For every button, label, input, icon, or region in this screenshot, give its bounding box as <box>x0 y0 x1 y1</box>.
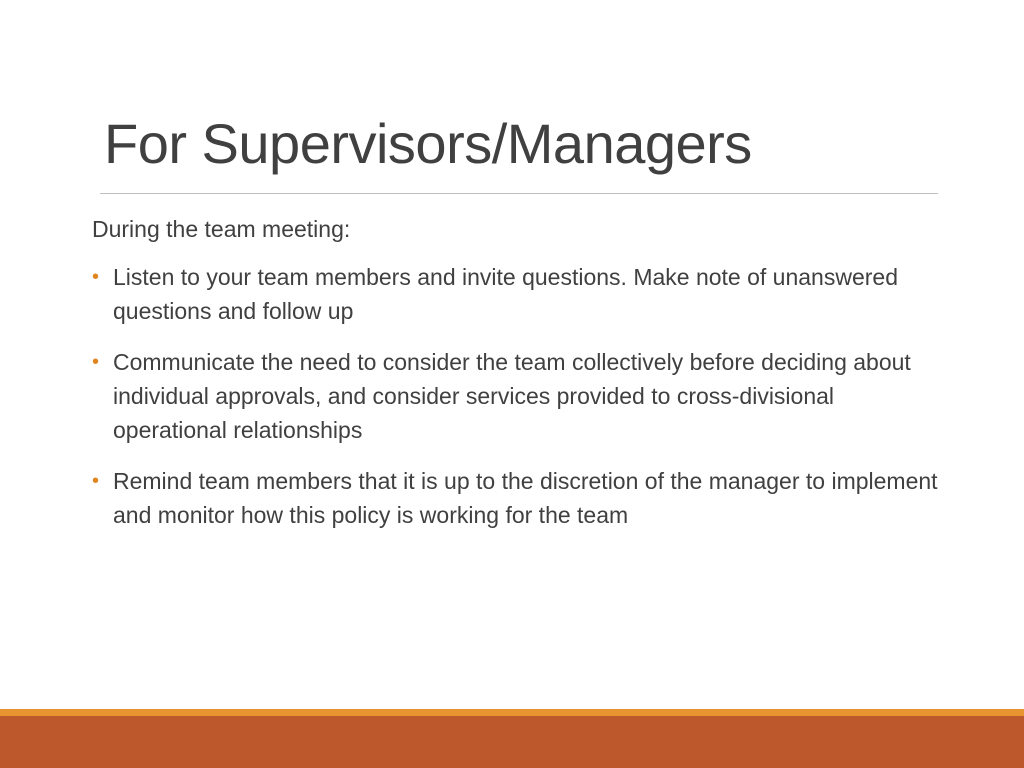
bullet-text: Listen to your team members and invite questions. Make note of unanswered questions and follow up <box>113 264 898 324</box>
slide-title: For Supervisors/Managers <box>104 112 752 175</box>
footer-band <box>0 716 1024 768</box>
footer-accent-stripe <box>0 709 1024 716</box>
bullet-icon: • <box>92 266 100 288</box>
bullet-item <box>92 345 952 447</box>
bullet-item <box>92 260 952 328</box>
bullet-list <box>92 260 952 532</box>
bullet-icon: • <box>92 351 100 373</box>
bullet-item <box>92 464 952 532</box>
slide-body <box>92 212 952 549</box>
bullet-icon: • <box>92 470 100 492</box>
title-divider <box>100 193 938 194</box>
bullet-text: Communicate the need to consider the team collectively before deciding about individual approvals, and consider services provided to cross-divisional operational relationships <box>113 349 911 443</box>
bullet-text: Remind team members that it is up to the discretion of the manager to implement and monitor how this policy is working for the team <box>113 468 938 528</box>
intro-text: During the team meeting: <box>92 216 351 242</box>
